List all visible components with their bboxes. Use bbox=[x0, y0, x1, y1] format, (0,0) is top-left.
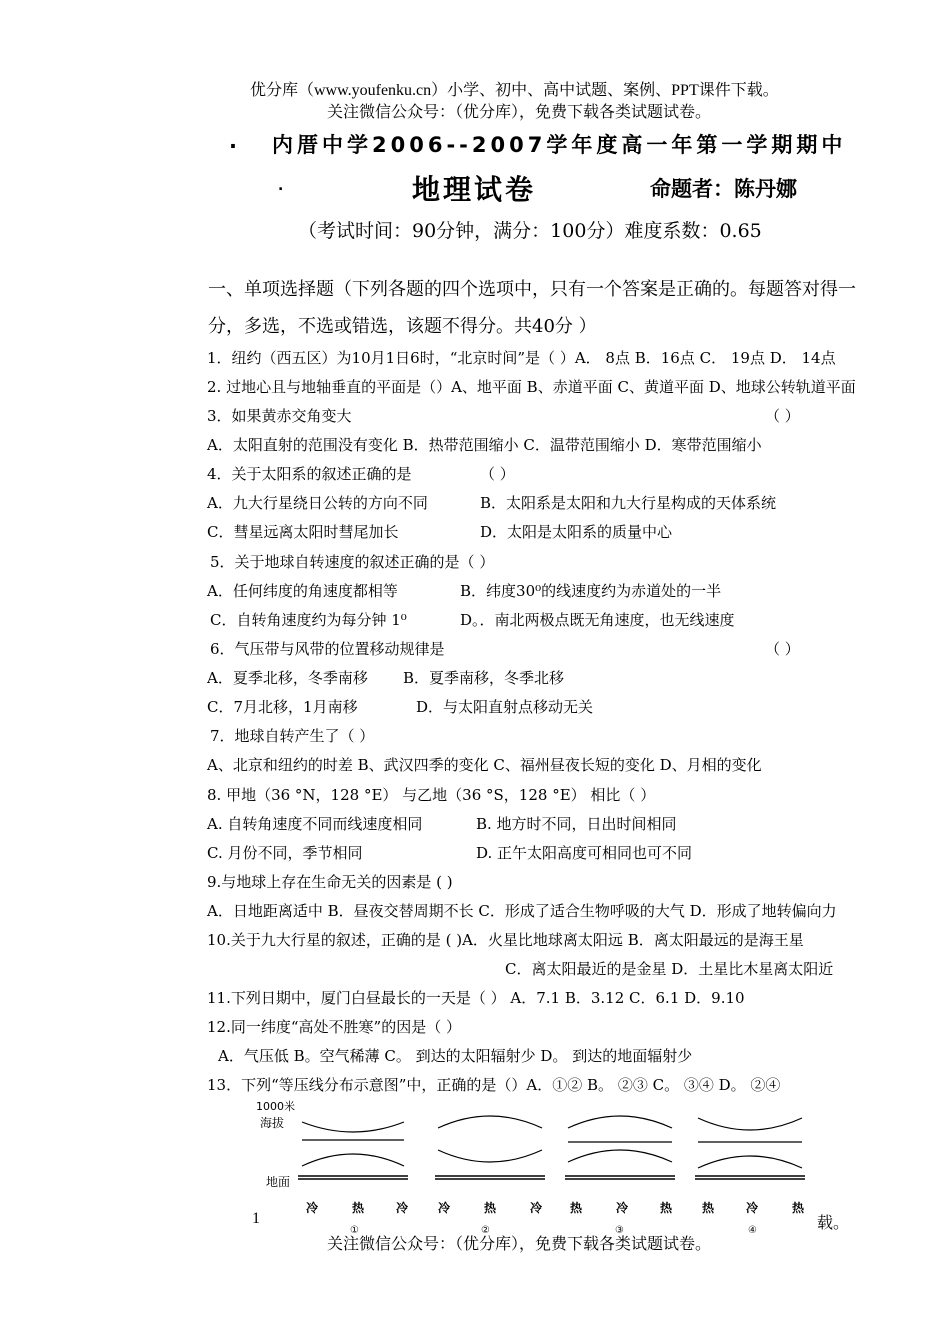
q6-option-c: C．7月北移，1月南移 bbox=[207, 698, 358, 716]
q12-options: A．气压低 B。空气稀薄 C。 到达的太阳辐射少 D。 到达的地面辐射少 bbox=[218, 1047, 693, 1065]
isobar-figure bbox=[240, 1100, 840, 1236]
q5-option-a: A．任何纬度的角速度都相等 bbox=[207, 582, 398, 600]
q1: 1．纽约（西五区）为10月1日6时，“北京时间”是（ ）A． 8点 B．16点 C． 19点 D． 14点 bbox=[207, 349, 836, 367]
title-line-1: 内厝中学2006--2007学年度高一年第一学期期中 bbox=[272, 133, 847, 157]
section-1-line-1: 一、单项选择题（下列各题的四个选项中，只有一个答案是正确的。每题答对得一 bbox=[208, 279, 856, 300]
q6-option-b: B．夏季南移，冬季北移 bbox=[403, 669, 565, 687]
q10-options-cd: C．离太阳最近的是金星 D．土星比木星离太阳近 bbox=[505, 960, 834, 978]
q4-bracket: （ ） bbox=[480, 465, 515, 483]
q13: 13．下列“等压线分布示意图”中，正确的是（）A．①② B。 ②③ C。 ③④ D。 ②④ bbox=[207, 1076, 781, 1094]
q8-option-a: A. 自转角速度不同而线速度相同 bbox=[207, 815, 423, 833]
label-hot: 热 bbox=[352, 1201, 365, 1215]
label-hot: 热 bbox=[702, 1201, 715, 1215]
q4-option-b: B．太阳系是太阳和九大行星构成的天体系统 bbox=[480, 494, 777, 512]
q4-option-c: C．彗星远离太阳时彗尾加长 bbox=[207, 523, 399, 541]
label-cold: 冷 bbox=[530, 1201, 543, 1215]
q3-bracket: （ ） bbox=[765, 407, 800, 425]
footer-line: 关注微信公众号：（优分库），免费下载各类试题试卷。 bbox=[327, 1236, 712, 1253]
label-cold: 冷 bbox=[616, 1201, 629, 1215]
q4: 4．关于太阳系的叙述正确的是 bbox=[207, 465, 412, 483]
figure-ground-label: 地面 bbox=[266, 1175, 291, 1189]
panel-4-isobars bbox=[698, 1118, 802, 1168]
q3-options: A．太阳直射的范围没有变化 B．热带范围缩小 C．温带范围缩小 D．寒带范围缩小 bbox=[207, 436, 762, 454]
q4-option-d: D．太阳是太阳系的质量中心 bbox=[480, 523, 673, 541]
q11: 11.下列日期中，厦门白昼最长的一天是（ ） A．7.1 B．3.12 C．6.1 D．9.10 bbox=[207, 989, 745, 1007]
q9: 9.与地球上存在生命无关的因素是 ( ) bbox=[207, 873, 453, 891]
header-line-2: 关注微信公众号：（优分库），免费下载各类试题试卷。 bbox=[327, 104, 712, 121]
footer-fragment-right: 载。 bbox=[817, 1215, 850, 1232]
footer-fragment-left: 1 bbox=[252, 1210, 260, 1227]
panel-3-isobars bbox=[568, 1116, 672, 1162]
panel-1-number: ① bbox=[350, 1225, 359, 1236]
label-hot: 热 bbox=[570, 1201, 583, 1215]
q5-option-d: D。．南北两极点既无角速度，也无线速度 bbox=[460, 611, 735, 629]
q8-option-d: D. 正午太阳高度可相同也可不同 bbox=[476, 844, 693, 862]
title-dot-1: . bbox=[229, 129, 241, 153]
figure-top-label: 1000米 bbox=[256, 1100, 295, 1113]
panel-1-isobars bbox=[302, 1122, 404, 1166]
q8-option-b: B. 地方时不同，日出时间相同 bbox=[476, 815, 677, 833]
label-hot: 热 bbox=[484, 1201, 497, 1215]
label-cold: 冷 bbox=[306, 1201, 319, 1215]
q7-options: A、北京和纽约的时差 B、武汉四季的变化 C、福州昼夜长短的变化 D、月相的变化 bbox=[207, 756, 762, 774]
q6-option-d: D．与太阳直射点移动无关 bbox=[416, 698, 594, 716]
q12: 12.同一纬度“高处不胜寒”的因是（ ） bbox=[207, 1018, 461, 1036]
title-dot-2: . bbox=[278, 178, 288, 194]
author: 命题者：陈丹娜 bbox=[650, 177, 797, 201]
panel-2-number: ② bbox=[481, 1225, 490, 1236]
q8-option-c: C. 月份不同，季节相同 bbox=[207, 844, 363, 862]
exam-info: （考试时间：90分钟，满分：100分）难度系数：0.65 bbox=[298, 220, 762, 242]
panel-4-number: ④ bbox=[748, 1225, 757, 1236]
q3: 3．如果黄赤交角变大 bbox=[207, 407, 352, 425]
panel-2-isobars bbox=[438, 1116, 542, 1162]
q6-bracket: （ ） bbox=[765, 640, 800, 658]
title-line-2: 地理试卷 bbox=[412, 173, 537, 206]
section-1-line-2: 分，多选，不选或错选，该题不得分。共40分 ） bbox=[208, 316, 597, 337]
q9-options: A．日地距离适中 B．昼夜交替周期不长 C．形成了适合生物呼吸的大气 D．形成了地转偏向力 bbox=[207, 902, 837, 920]
header-line-1: 优分库（www.youfenku.cn）小学、初中、高中试题、案例、PPT课件下载。 bbox=[250, 82, 779, 99]
q6: 6．气压带与风带的位置移动规律是 bbox=[210, 640, 445, 658]
figure-altitude-label: 海拔 bbox=[260, 1116, 285, 1130]
label-hot: 热 bbox=[660, 1201, 673, 1215]
q2: 2. 过地心且与地轴垂直的平面是（）A、地平面 B、赤道平面 C、黄道平面 D、地球公转轨道平面 bbox=[207, 378, 856, 396]
q7: 7．地球自转产生了（ ） bbox=[210, 727, 375, 745]
label-hot: 热 bbox=[792, 1201, 805, 1215]
panel-3-number: ③ bbox=[615, 1225, 624, 1236]
q5: 5．关于地球自转速度的叙述正确的是（ ） bbox=[210, 553, 495, 571]
label-cold: 冷 bbox=[396, 1201, 409, 1215]
q4-option-a: A．九大行星绕日公转的方向不同 bbox=[207, 494, 428, 512]
q8: 8. 甲地（36 °N，128 °E） 与乙地（36 °S，128 °E） 相比（ ） bbox=[207, 786, 656, 804]
q6-option-a: A．夏季北移，冬季南移 bbox=[207, 669, 368, 687]
q5-option-b: B．纬度30⁰的线速度约为赤道处的一半 bbox=[460, 582, 722, 600]
label-cold: 冷 bbox=[438, 1201, 451, 1215]
q5-option-c: C．自转角速度约为每分钟 1⁰ bbox=[210, 611, 407, 629]
q10: 10.关于九大行星的叙述，正确的是 ( )A．火星比地球离太阳远 B．离太阳最远的是海王星 bbox=[207, 931, 804, 949]
label-cold: 冷 bbox=[746, 1201, 759, 1215]
temperature-labels bbox=[306, 1200, 805, 1215]
ground-lines bbox=[298, 1176, 805, 1179]
